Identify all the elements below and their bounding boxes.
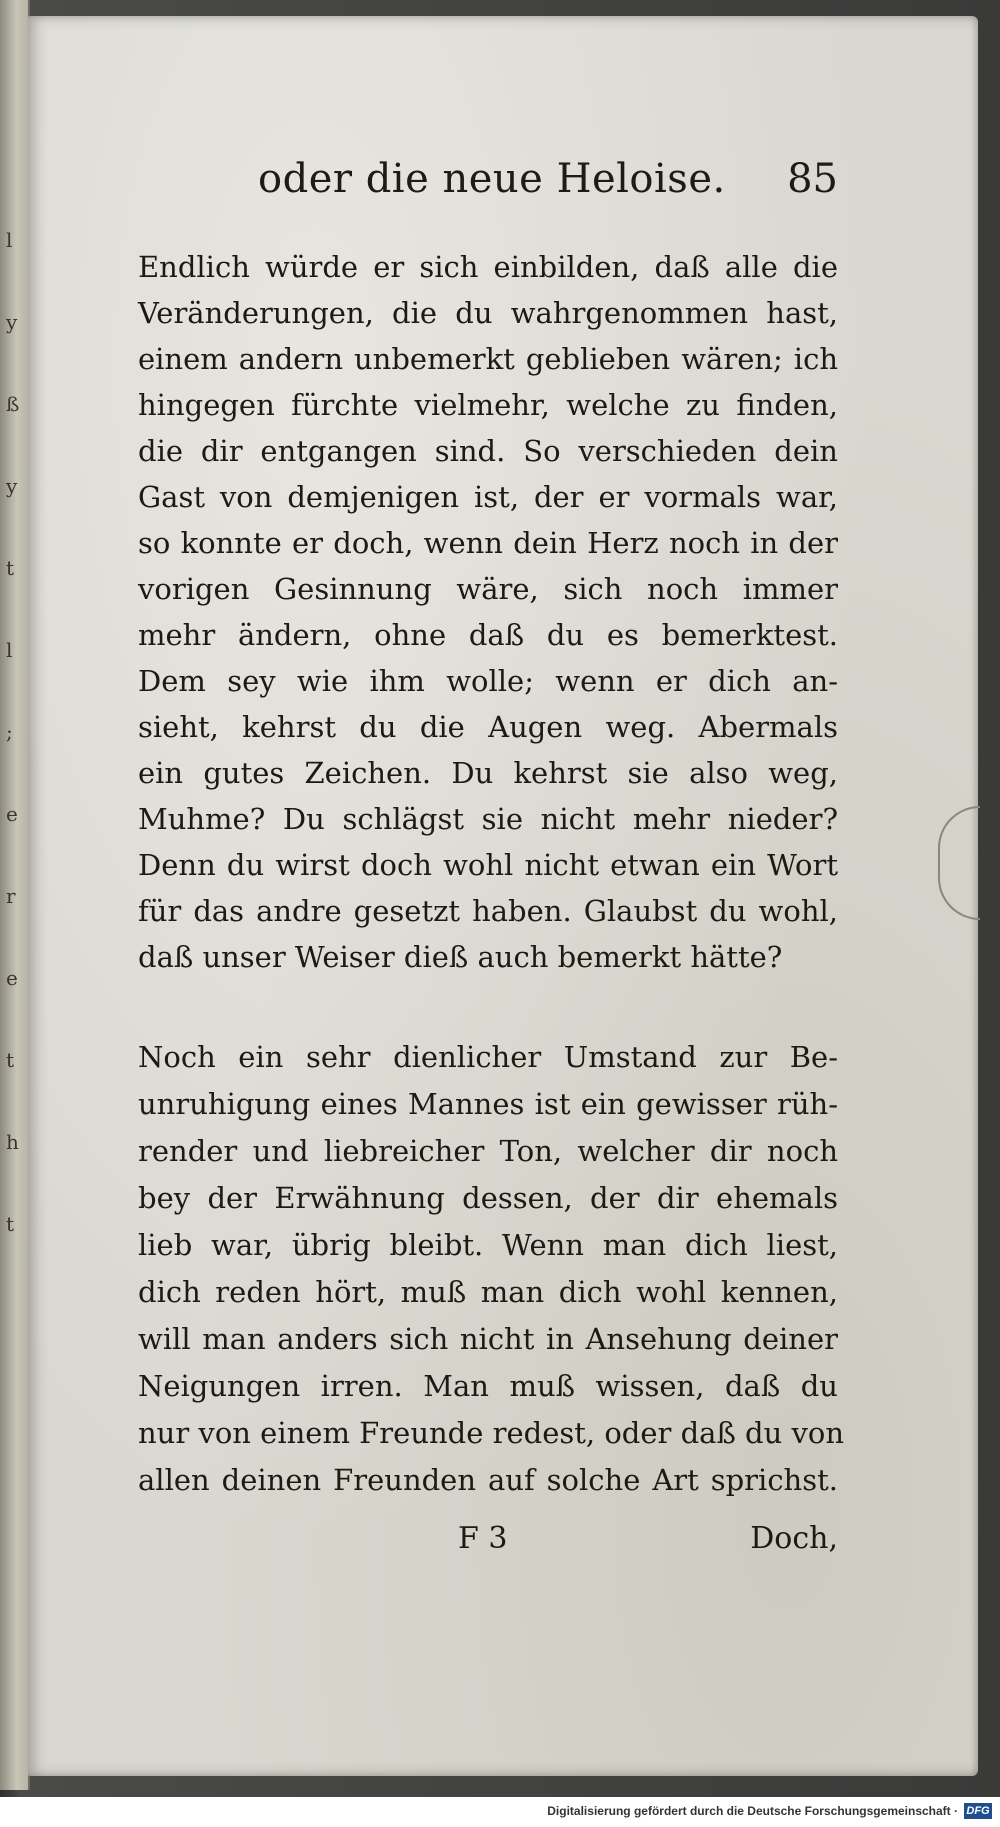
text-line: bey der Erwähnung dessen, der dir ehemals xyxy=(138,1181,838,1215)
text-line: sieht, kehrst du die Augen weg. Abermals xyxy=(138,710,838,744)
text-line: vorigen Gesinnung wäre, sich noch immer xyxy=(138,572,838,606)
text-line: Veränderungen, die du wahrgenommen hast, xyxy=(138,296,838,330)
text-line: mehr ändern, ohne daß du es bemerktest. xyxy=(138,618,838,652)
text-line: nur von einem Freunde redest, oder daß du von xyxy=(138,1416,845,1450)
text-line: Endlich würde er sich einbilden, daß alle die xyxy=(138,250,838,284)
text-line: will man anders sich nicht in Ansehung deiner xyxy=(138,1322,838,1356)
text-line: Denn du wirst doch wohl nicht etwan ein Wort xyxy=(138,848,838,882)
previous-page-edge xyxy=(0,0,30,1790)
text-line: für das andre gesetzt haben. Glaubst du wohl, xyxy=(138,894,838,928)
paragraph-1 xyxy=(138,244,838,980)
text-line: ein gutes Zeichen. Du kehrst sie also weg, xyxy=(138,756,838,790)
running-title: oder die neue Heloise. xyxy=(258,156,726,202)
credit-bar xyxy=(0,1797,1000,1827)
text-line: Dem sey wie ihm wolle; wenn er dich an- xyxy=(138,664,838,698)
text-line: render und liebreicher Ton, welcher dir noch xyxy=(138,1134,838,1168)
text-line: Neigungen irren. Man muß wissen, daß du xyxy=(138,1369,838,1403)
text-line: die dir entgangen sind. So verschieden dein xyxy=(138,434,838,468)
page-curl-shadow xyxy=(938,806,980,920)
catchword: Doch, xyxy=(750,1521,838,1556)
previous-page-text-fragments: l y ß y t l ; e r e t h t xyxy=(6,228,20,1236)
text-line: Muhme? Du schlägst sie nicht mehr nieder? xyxy=(138,802,838,836)
text-line: einem andern unbemerkt geblieben wären; ich xyxy=(138,342,838,376)
page-footer xyxy=(138,1521,838,1571)
text-line: hingegen fürchte vielmehr, welche zu finden, xyxy=(138,388,838,422)
text-line: Noch ein sehr dienlicher Umstand zur Be- xyxy=(138,1040,838,1074)
credit-text: Digitalisierung gefördert durch die Deutsche Forschungsgemeinschaft · xyxy=(547,1804,958,1818)
running-header xyxy=(258,156,838,216)
paragraph-2 xyxy=(138,1034,845,1504)
text-line: Gast von demjenigen ist, der er vormals war, xyxy=(138,480,838,514)
text-line: lieb war, übrig bleibt. Wenn man dich liest, xyxy=(138,1228,838,1262)
text-line: daß unser Weiser dieß auch bemerkt hätte? xyxy=(138,940,783,974)
text-line: dich reden hört, muß man dich wohl kennen, xyxy=(138,1275,838,1309)
book-page xyxy=(28,16,978,1776)
dfg-logo: DFG xyxy=(964,1803,992,1819)
page-number: 85 xyxy=(787,156,838,202)
signature-mark: F 3 xyxy=(458,1521,508,1556)
text-line: unruhigung eines Mannes ist ein gewisser rüh- xyxy=(138,1087,838,1121)
text-line: allen deinen Freunden auf solche Art sprichst. xyxy=(138,1463,838,1497)
text-line: so konnte er doch, wenn dein Herz noch in der xyxy=(138,526,838,560)
